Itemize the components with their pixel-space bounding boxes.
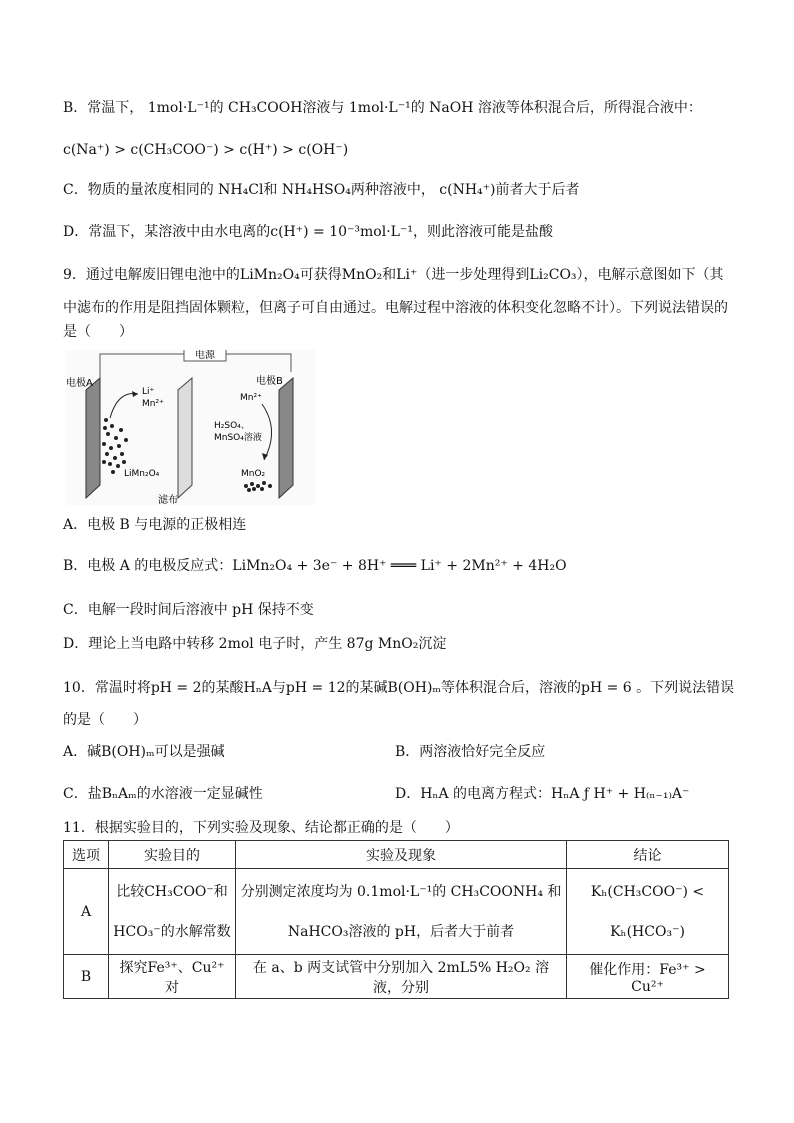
row-a-purpose bbox=[109, 869, 236, 955]
header-phenomenon: 实验及现象 bbox=[236, 841, 567, 869]
q8-option-c: C．物质的量浓度相同的 NH₄Cl和 NH₄HSO₄两种溶液中， c(NH₄⁺)前者大于后者 bbox=[63, 182, 580, 198]
header-purpose: 实验目的 bbox=[109, 841, 236, 869]
experiment-table bbox=[63, 840, 729, 999]
row-a-phenomenon-line2: NaHCO₃溶液的 pH，后者大于前者 bbox=[287, 923, 515, 940]
q9-stem-line1: 9．通过电解废旧锂电池中的LiMn₂O₄可获得MnO₂和Li⁺（进一步处理得到Li₂CO₃），电解示意图如下（其 bbox=[63, 267, 724, 283]
solution-label-1: H₂SO₄、 bbox=[214, 421, 250, 431]
q9-stem-line2: 中滤布的作用是阻挡固体颗粒，但离子可自由通过。电解过程中溶液的体积变化忽略不计）。下列说法错误的 bbox=[63, 300, 728, 316]
q9-option-b: B．电极 A 的电极反应式：LiMn₂O₄ + 3e⁻ + 8H⁺ ═══ Li⁺ + 2Mn²⁺ + 4H₂O bbox=[63, 558, 567, 574]
row-b-conclusion: 催化作用：Fe³⁺ > Cu²⁺ bbox=[567, 955, 729, 999]
q8-option-b-line1: B．常温下， 1mol·L⁻¹的 CH₃COOH溶液与 1mol·L⁻¹的 NaOH 溶液等体积混合后，所得混合液中： bbox=[63, 100, 702, 116]
mn-ion-label-left: Mn²⁺ bbox=[142, 399, 164, 409]
mno2-label: MnO₂ bbox=[241, 469, 266, 479]
q9-option-c: C．电解一段时间后溶液中 pH 保持不变 bbox=[63, 602, 314, 618]
row-b-purpose: 探究Fe³⁺、Cu²⁺对 bbox=[109, 955, 236, 999]
table-row bbox=[64, 955, 729, 999]
mn-ion-label-right: Mn²⁺ bbox=[240, 393, 262, 403]
row-b-phenomenon: 在 a、b 两支试管中分别加入 2mL5% H₂O₂ 溶液，分别 bbox=[236, 955, 567, 999]
header-option: 选项 bbox=[64, 841, 109, 869]
q9-option-d: D．理论上当电路中转移 2mol 电子时，产生 87g MnO₂沉淀 bbox=[63, 636, 447, 652]
q9-option-a: A．电极 B 与电源的正极相连 bbox=[63, 517, 247, 533]
q9-stem-line3: 是（ ） bbox=[63, 324, 133, 340]
electrode-a-label: 电极A bbox=[66, 378, 93, 389]
filter-cloth bbox=[178, 378, 192, 498]
table-header-row bbox=[64, 841, 729, 869]
limn2o4-label: LiMn₂O₄ bbox=[124, 469, 160, 479]
q10-option-a: A．碱B(OH)ₘ可以是强碱 bbox=[63, 744, 225, 760]
q8-option-b-line2: c(Na⁺) > c(CH₃COO⁻) > c(H⁺) > c(OH⁻) bbox=[63, 142, 349, 158]
q10-option-b: B．两溶液恰好完全反应 bbox=[395, 744, 546, 760]
row-a-option: A bbox=[64, 869, 109, 955]
row-a-conclusion-line2: Kₕ(HCO₃⁻) bbox=[610, 923, 685, 940]
table-row bbox=[64, 869, 729, 955]
q10-stem-line1: 10．常温时将pH = 2的某酸HₙA与pH = 12的某碱B(OH)ₘ等体积混合后，溶液的pH = 6 。下列说法错误 bbox=[63, 680, 735, 696]
row-a-conclusion bbox=[567, 869, 729, 955]
header-conclusion: 结论 bbox=[567, 841, 729, 869]
q8-option-d: D．常温下，某溶液中由水电离的c(H⁺) = 10⁻³mol·L⁻¹，则此溶液可能是盐酸 bbox=[63, 224, 553, 240]
row-a-purpose-line1: 比较CH₃COO⁻和 bbox=[116, 883, 228, 900]
electrolysis-diagram bbox=[66, 350, 316, 505]
row-b-option: B bbox=[64, 955, 109, 999]
row-a-purpose-line2: HCO₃⁻的水解常数 bbox=[113, 923, 231, 940]
power-label: 电源 bbox=[195, 350, 215, 361]
q10-option-c: C．盐BₙAₘ的水溶液一定显碱性 bbox=[63, 786, 263, 802]
q11-stem: 11．根据实验目的，下列实验及现象、结论都正确的是（ ） bbox=[63, 820, 459, 836]
electrode-b-label: 电极B bbox=[256, 376, 283, 387]
row-a-conclusion-line1: Kₕ(CH₃COO⁻) < bbox=[590, 883, 705, 900]
li-ion-label: Li⁺ bbox=[142, 387, 155, 397]
electrode-a bbox=[86, 378, 100, 498]
solution-label-2: MnSO₄溶液 bbox=[214, 433, 262, 443]
electrode-b bbox=[279, 378, 293, 498]
row-a-phenomenon-line1: 分别测定浓度均为 0.1mol·L⁻¹的 CH₃COONH₄ 和 bbox=[240, 883, 562, 900]
row-a-phenomenon bbox=[236, 869, 567, 955]
q10-option-d: D．HₙA 的电离方程式：HₙA ƒ H⁺ + H₍ₙ₋₁₎A⁻ bbox=[395, 786, 690, 802]
filter-label: 滤布 bbox=[158, 495, 178, 505]
q10-stem-line2: 的是（ ） bbox=[63, 712, 147, 728]
